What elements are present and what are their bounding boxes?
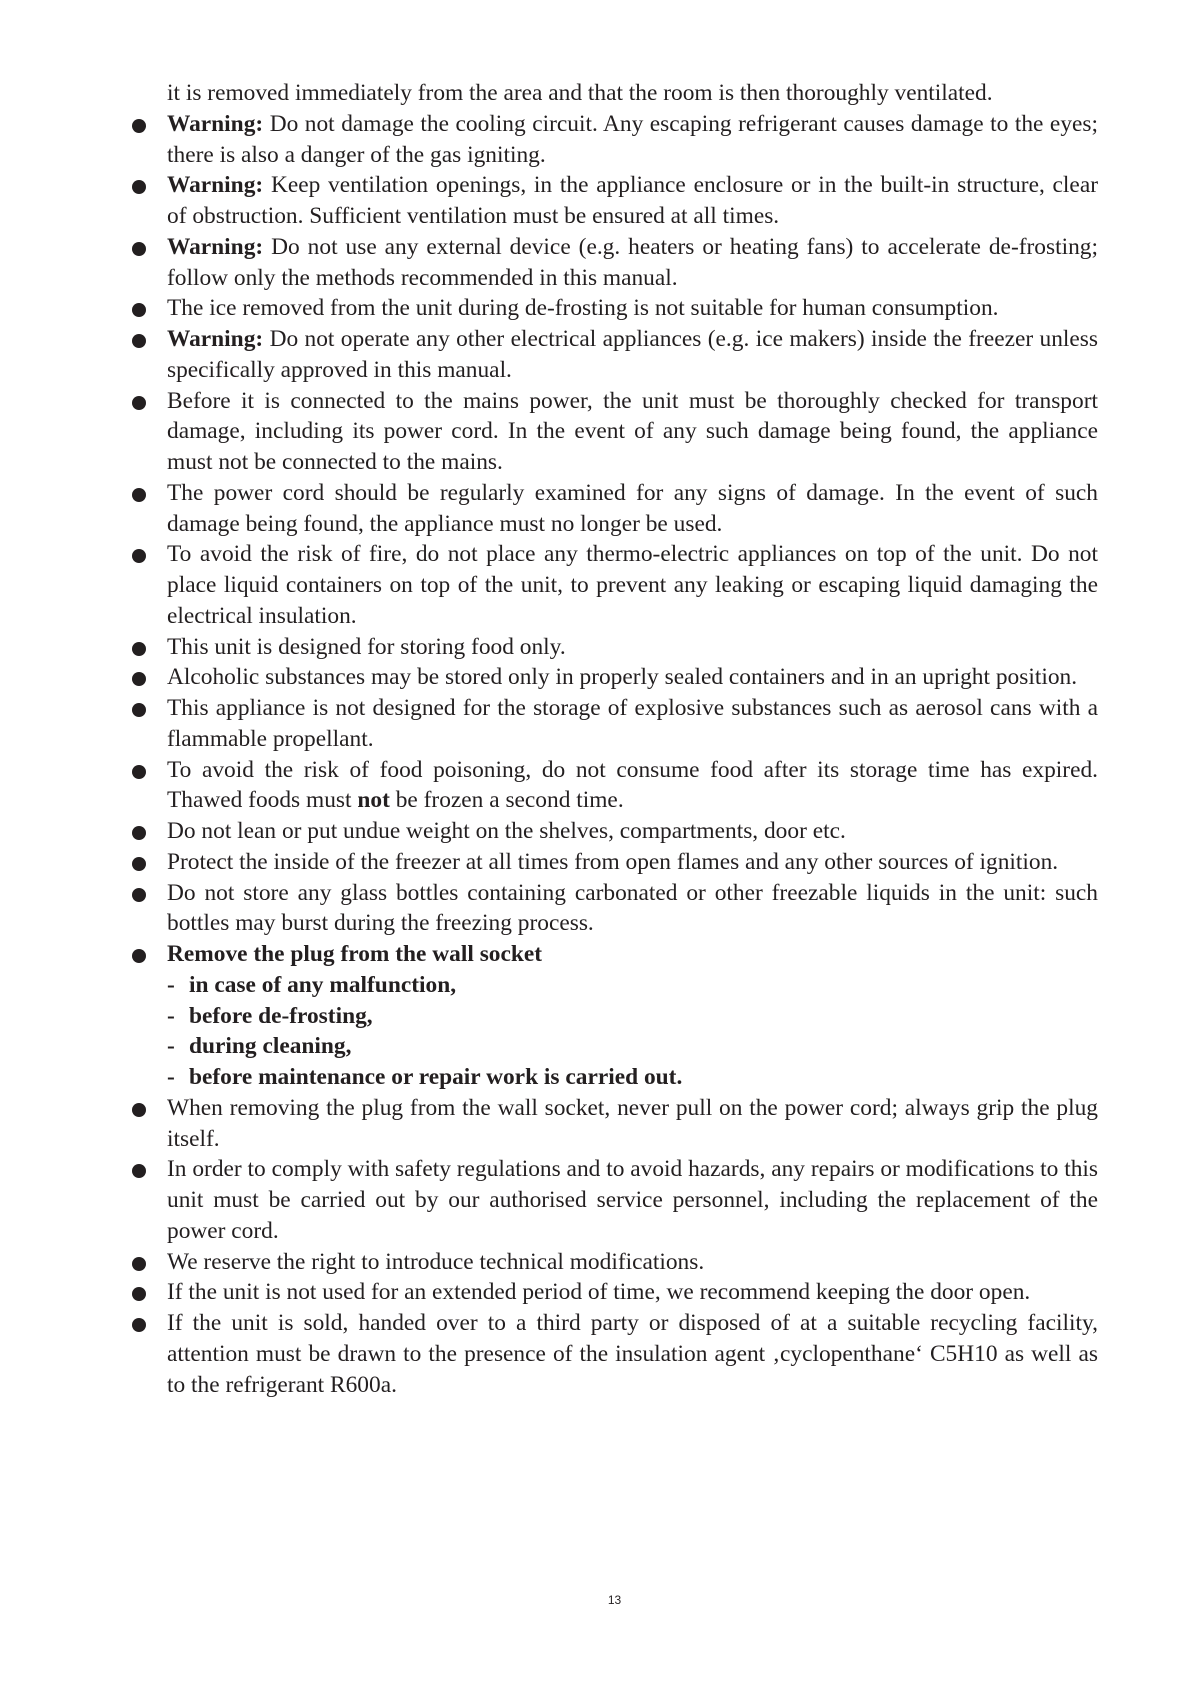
bullet-icon: [132, 765, 146, 779]
bullet-icon: [132, 488, 146, 502]
bullet-icon: [132, 1318, 146, 1332]
list-item-text: Do not lean or put undue weight on the shelves, compartments, door etc.: [167, 818, 846, 844]
sub-list-item-text: in case of any malfunction,: [189, 971, 457, 998]
bullet-icon: [132, 1257, 146, 1271]
warning-label: Warning:: [167, 172, 264, 199]
bullet-icon: [132, 242, 146, 256]
sub-list-item-text: before de-frosting,: [189, 1002, 373, 1029]
list-item-text: In order to comply with safety regulations and to avoid hazards, any repairs or modifications to this unit must be carried out by our authorised service personnel, including the replacement of the power cord.: [167, 1156, 1098, 1244]
list-item: [132, 1247, 1098, 1278]
list-item: [132, 662, 1098, 693]
dash-marker: -: [167, 1033, 175, 1060]
list-item-text: We reserve the right to introduce technical modifications.: [167, 1248, 705, 1275]
warning-label: Warning:: [167, 233, 264, 260]
sub-list-item: [132, 1062, 1098, 1093]
bullet-icon: [132, 119, 146, 133]
list-item-text: Do not operate any other electrical appliances (e.g. ice makers) inside the freezer unless specifically approved in this manual.: [167, 326, 1098, 383]
list-item: [132, 1277, 1098, 1308]
sub-list-item-text: during cleaning,: [189, 1033, 352, 1060]
list-item: [132, 324, 1098, 386]
list-item-text: The ice removed from the unit during de-frosting is not suitable for human consumption.: [167, 295, 999, 322]
list-item: [132, 878, 1098, 940]
bullet-icon: [132, 642, 146, 656]
list-item: [132, 109, 1098, 171]
page-number: 13: [607, 1593, 622, 1607]
bullet-icon: [132, 826, 146, 840]
list-item: [132, 816, 1098, 847]
list-item-text: The power cord should be regularly examined for any signs of damage. In the event of such damage being found, the appliance must no longer be used.: [167, 479, 1098, 537]
bullet-icon: [132, 334, 146, 348]
list-item: [132, 693, 1098, 755]
list-item-text: Do not store any glass bottles containing carbonated or other freezable liquids in the unit: such bottles may burst during the freezing process.: [167, 879, 1098, 937]
list-item-text: This appliance is not designed for the storage of explosive substances such as aerosol cans with a flammable propellant.: [167, 695, 1098, 752]
dash-marker: -: [167, 1002, 175, 1029]
bullet-icon: [132, 857, 146, 871]
list-item-text: If the unit is sold, handed over to a third party or disposed of at a suitable recycling facility, attention must be drawn to the presence of the insulation agent ‚cyclopenthane‘ C5H10 as well as to the refrigerant R600a.: [167, 1310, 1098, 1398]
bullet-icon: [132, 672, 146, 686]
list-item: [132, 1093, 1098, 1155]
sub-list-item-text: before maintenance or repair work is carried out.: [189, 1064, 683, 1090]
dash-marker: -: [167, 1064, 175, 1090]
bullet-icon: [132, 303, 146, 317]
list-item: [132, 293, 1098, 324]
list-item-text: Protect the inside of the freezer at all times from open flames and any other sources of ignition.: [167, 848, 1059, 875]
list-item: [132, 170, 1098, 232]
safety-instructions: [132, 78, 1098, 1400]
list-item: [132, 1154, 1098, 1246]
list-item-text: Alcoholic substances may be stored only in properly sealed containers and in an upright position.: [167, 664, 1078, 691]
bullet-icon: [132, 703, 146, 717]
list-item: [132, 478, 1098, 540]
warning-label: Warning:: [167, 110, 264, 137]
list-item-text: Keep ventilation openings, in the appliance enclosure or in the built-in structure, clear of obstruction. Sufficient ventilation must be ensured at all times.: [167, 172, 1098, 229]
list-item-text: Do not use any external device (e.g. heaters or heating fans) to accelerate de-frosting; follow only the methods recommended in this manual.: [167, 233, 1098, 291]
bullet-icon: [132, 1103, 146, 1117]
list-item: [132, 1308, 1098, 1400]
bullet-icon: [132, 180, 146, 194]
list-item: [132, 755, 1098, 817]
list-item: [132, 386, 1098, 478]
plug-removal-item: [132, 939, 1098, 970]
list-item: [132, 632, 1098, 663]
list-item-text: To avoid the risk of fire, do not place any thermo-electric appliances on top of the unit. Do not place liquid containers on top of the unit, to prevent any leaking or escaping liquid damaging the electrical insulation.: [167, 541, 1098, 629]
list-item: [132, 539, 1098, 631]
sub-list-item: [132, 1031, 1098, 1062]
dash-marker: -: [167, 971, 175, 998]
bullet-icon: [132, 396, 146, 410]
emphasis-text: not: [357, 787, 390, 814]
list-item: [132, 847, 1098, 878]
plug-removal-heading: Remove the plug from the wall socket: [167, 941, 543, 967]
sub-list-item: [132, 1001, 1098, 1032]
list-item-text: Do not damage the cooling circuit. Any escaping refrigerant causes damage to the eyes; there is also a danger of the gas igniting.: [167, 110, 1098, 168]
list-item-text: Before it is connected to the mains power, the unit must be thoroughly checked for transport damage, including its power cord. In the event of any such damage being found, the appliance must not be connected to the mains.: [167, 387, 1098, 475]
list-item: [132, 232, 1098, 294]
list-item-text: To avoid the risk of food poisoning, do not consume food after its storage time has expired. Thawed foods must: [167, 756, 1098, 814]
list-item-text: If the unit is not used for an extended period of time, we recommend keeping the door open.: [167, 1279, 1031, 1306]
list-item-text: This unit is designed for storing food only.: [167, 633, 566, 660]
continuation-text: it is removed immediately from the area and that the room is then thoroughly ventilated.: [167, 80, 993, 106]
list-item-text: When removing the plug from the wall socket, never pull on the power cord; always grip the plug itself.: [167, 1094, 1098, 1152]
bullet-icon: [132, 949, 146, 963]
bullet-icon: [132, 888, 146, 902]
list-item-text: be frozen a second time.: [389, 787, 624, 814]
bullet-icon: [132, 1287, 146, 1301]
bullet-icon: [132, 549, 146, 563]
warning-label: Warning:: [167, 326, 264, 352]
bullet-icon: [132, 1164, 146, 1178]
sub-list-item: [132, 970, 1098, 1001]
